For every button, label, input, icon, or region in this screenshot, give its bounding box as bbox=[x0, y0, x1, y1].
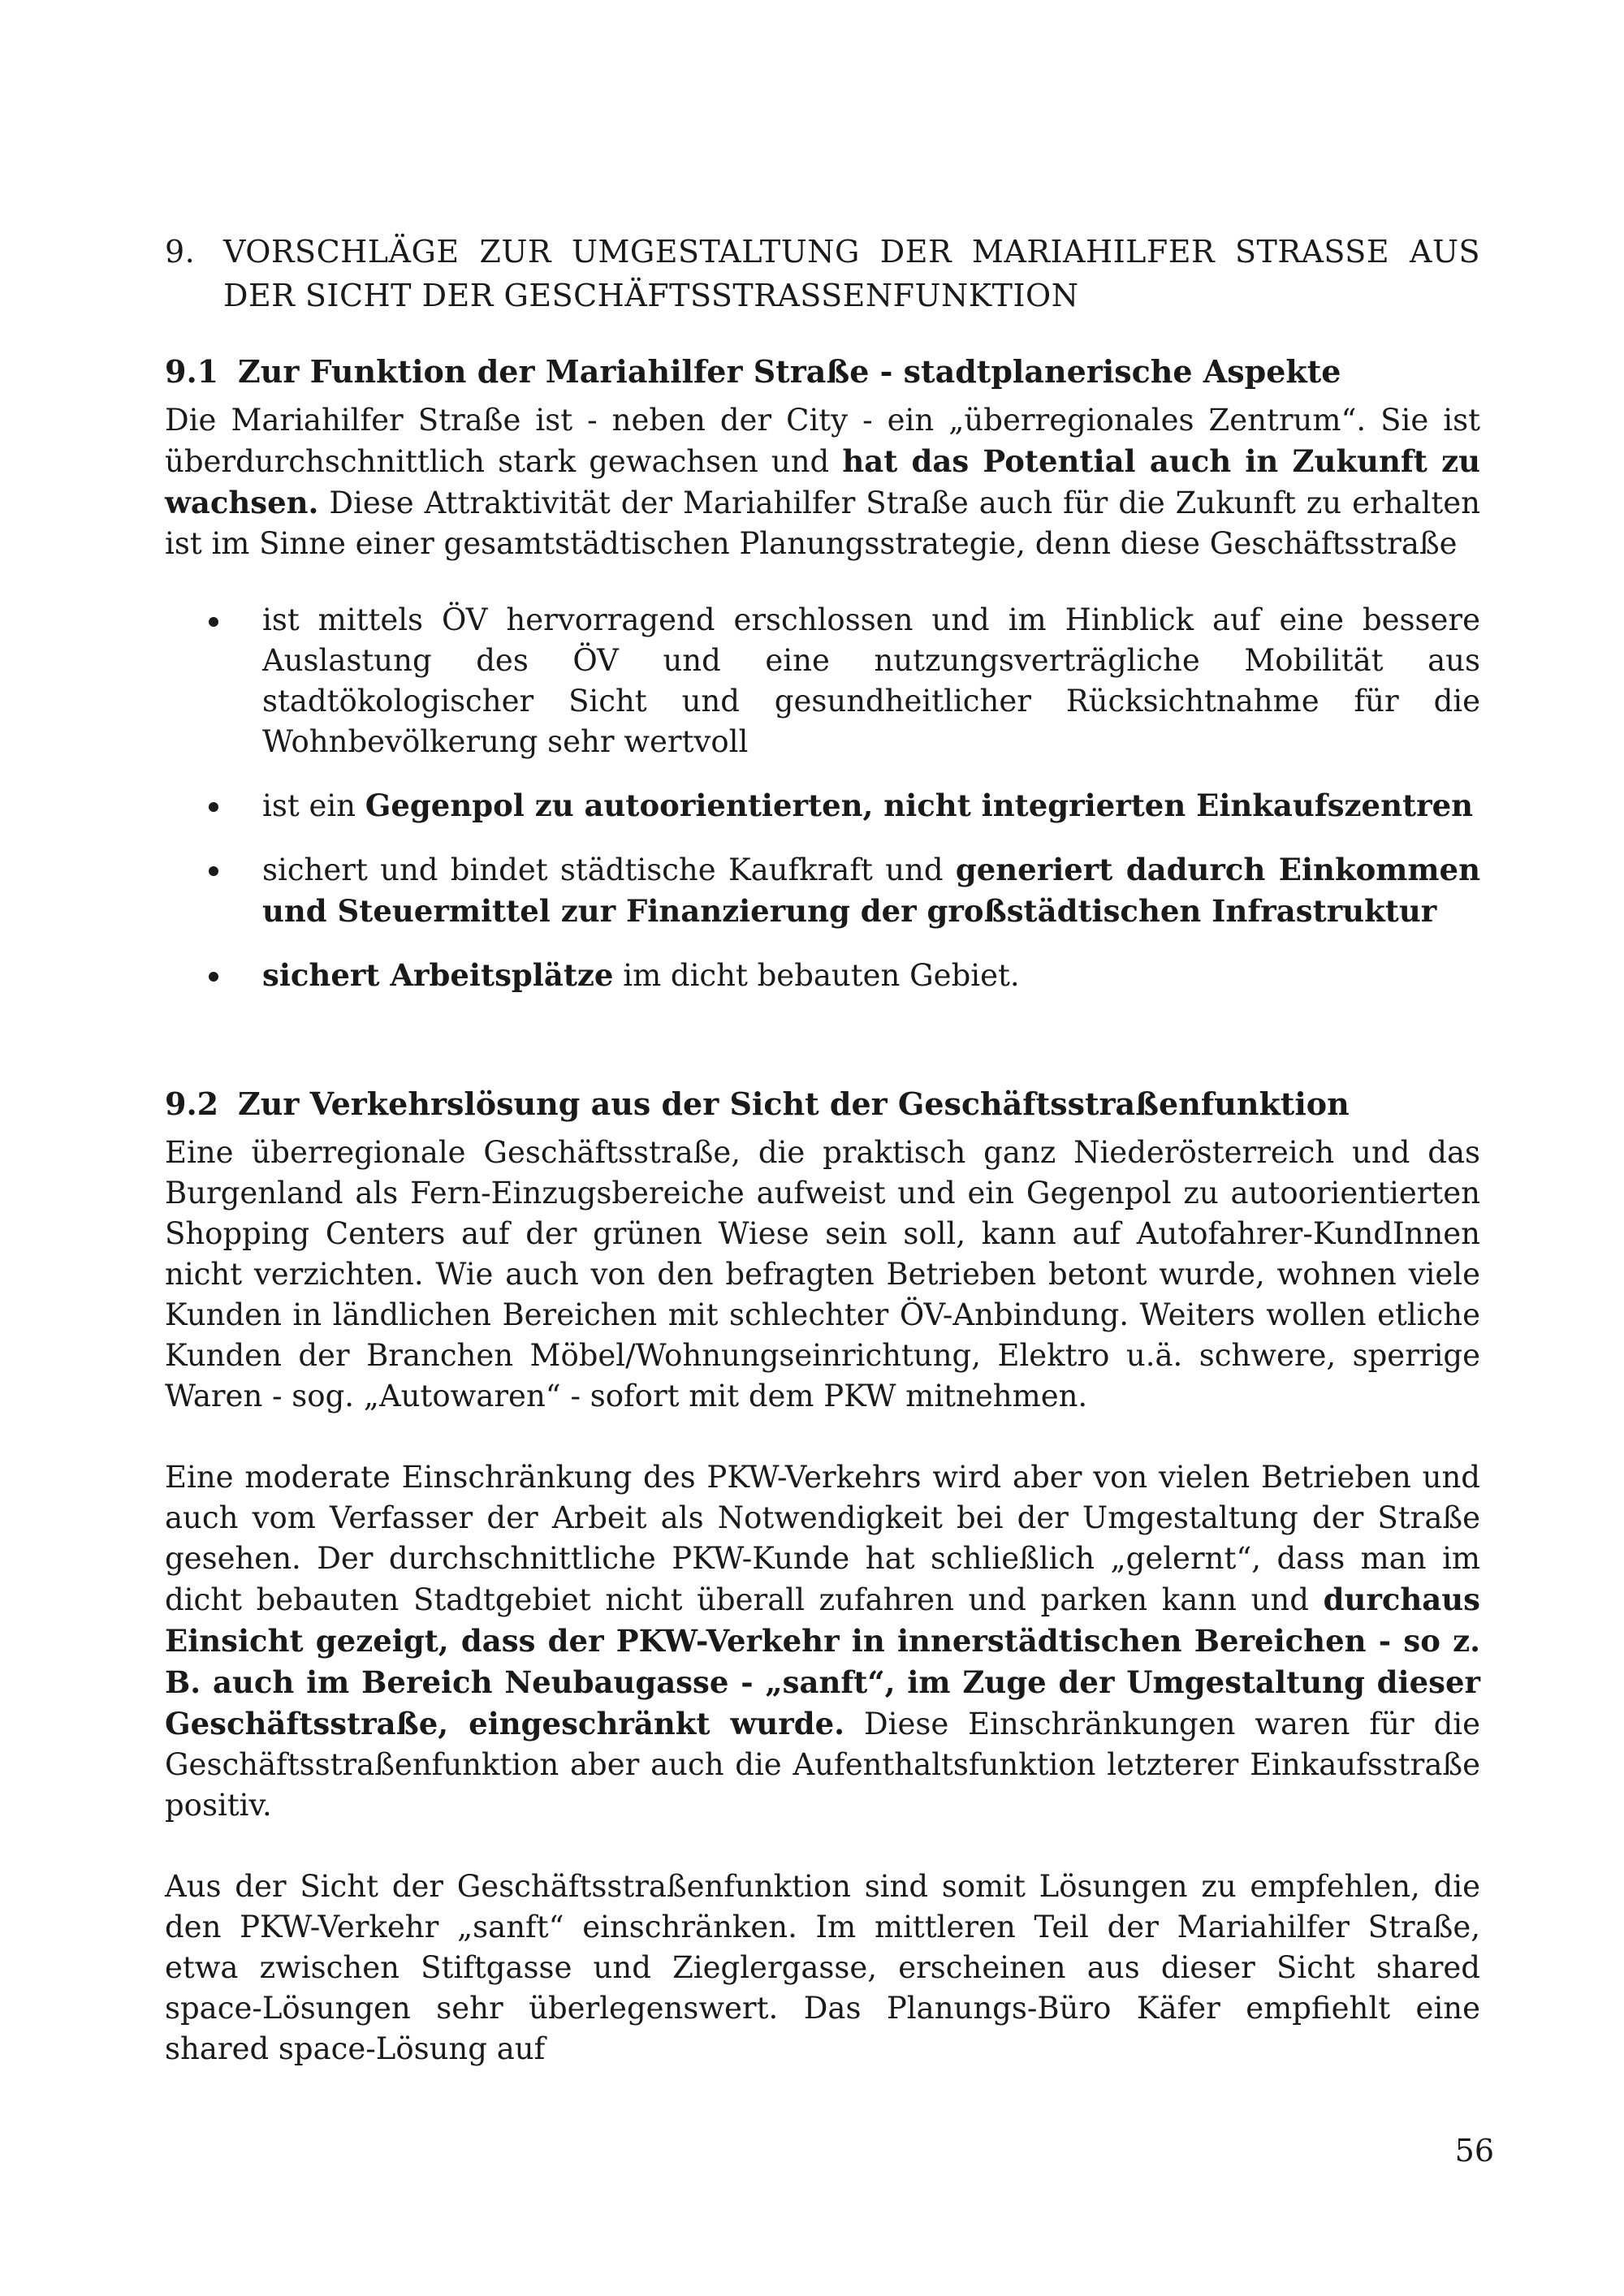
section-title: Zur Verkehrslösung aus der Sicht der Geschäftsstraßenfunktion bbox=[238, 1085, 1350, 1122]
chapter-heading bbox=[165, 230, 1480, 317]
page-number: 56 bbox=[1454, 2133, 1494, 2169]
list-item bbox=[165, 849, 1480, 932]
bullet-icon bbox=[209, 866, 218, 876]
text-run: sichert und bindet städtische Kaufkraft und bbox=[262, 852, 956, 887]
bold-text-run: generiert dadurch Einkommen und Steuermittel zur Finanzierung der großstädtischen Infrastruktur bbox=[262, 852, 1480, 929]
text-run: ist mittels ÖV hervorragend erschlossen und im Hinblick auf eine bessere Auslastung des ÖV und eine nutzungsverträgliche Mobilität aus stadtökologischer Sicht und gesundheitlicher Rücksichtnahme für die Wohnbevölkerung sehr wertvoll bbox=[262, 602, 1480, 759]
page-content bbox=[165, 230, 1480, 2069]
text-run: ist ein bbox=[262, 788, 365, 823]
text-run: Die Mariahilfer Straße ist - neben der City - ein „überregionales Zentrum“. Sie ist überdurchschnittlich stark gewachsen und bbox=[165, 403, 1480, 479]
bold-text-run: durchaus Einsicht gezeigt, dass der PKW-Verkehr in innerstädtischen Bereichen - so z. B. auch im Bereich Neubaugasse - „sanft“, im Zuge der Umgestaltung dieser Geschäftsstraße, eingeschränkt wurde. bbox=[165, 1582, 1480, 1741]
paragraph: Eine überregionale Geschäftsstraße, die praktisch ganz Niederösterreich und das Burgenland als Fern-Einzugsbereiche aufweist und ein Gegenpol zu autoorientierten Shopping Centers auf der grünen Wiese sein soll, kann auf Autofahrer-KundInnen nicht verzichten. Wie auch von den befragten Betrieben betont wurde, wohnen viele Kunden in ländlichen Bereichen mit schlechter ÖV-Anbindung. Weiters wollen etliche Kunden der Branchen Möbel/Wohnungseinrichtung, Elektro u.ä. schwere, sperrige Waren - sog. „Autowaren“ - sofort mit dem PKW mitnehmen. bbox=[165, 1135, 1480, 1413]
section-1-intro-paragraph bbox=[165, 400, 1480, 564]
bullet-list bbox=[165, 600, 1480, 996]
paragraph bbox=[165, 1457, 1480, 1826]
text-run: Diese Attraktivität der Mariahilfer Straße auch für die Zukunft zu erhalten ist im Sinne einer gesamtstädtischen Planungsstrategie, denn diese Geschäftsstraße bbox=[165, 486, 1480, 561]
text-run: im dicht bebauten Gebiet. bbox=[613, 958, 1020, 993]
section-number: 9.1 bbox=[165, 353, 219, 390]
bold-text-run: hat das Potential auch in Zukunft zu wachsen. bbox=[165, 443, 1480, 520]
paragraph: Aus der Sicht der Geschäftsstraßenfunktion sind somit Lösungen zu empfehlen, die den PKW-Verkehr „sanft“ einschränken. Im mittleren Teil der Mariahilfer Straße, etwa zwischen Stiftgasse und Zieglergasse, erscheinen aus dieser Sicht shared space-Lösungen sehr überlegenswert. Das Planungs-Büro Käfer empfiehlt eine shared space-Lösung auf bbox=[165, 1869, 1480, 2066]
chapter-number: 9. bbox=[165, 234, 196, 270]
chapter-title: VORSCHLÄGE ZUR UMGESTALTUNG DER MARIAHILFER STRASSE AUS DER SICHT DER GESCHÄFTSSTRASSENFUNKTION bbox=[223, 234, 1480, 313]
section-heading-9-1 bbox=[165, 350, 1480, 394]
list-item bbox=[165, 955, 1480, 996]
section-number: 9.2 bbox=[165, 1085, 219, 1122]
list-item bbox=[165, 785, 1480, 826]
bold-text-run: Gegenpol zu autoorientierten, nicht integrierten Einkaufszentren bbox=[365, 788, 1474, 823]
section-title: Zur Funktion der Mariahilfer Straße - stadtplanerische Aspekte bbox=[238, 353, 1341, 390]
bullet-icon bbox=[209, 802, 218, 812]
list-item bbox=[165, 600, 1480, 762]
bold-text-run: sichert Arbeitsplätze bbox=[262, 957, 614, 993]
bullet-icon bbox=[209, 972, 218, 982]
section-9-2 bbox=[165, 1082, 1480, 2069]
text-run: Diese Einschränkungen waren für die Geschäftsstraßenfunktion aber auch die Aufenthaltsfunktion letzterer Einkaufsstraße positiv. bbox=[165, 1707, 1480, 1823]
bullet-icon bbox=[209, 617, 218, 627]
text-run: Eine moderate Einschränkung des PKW-Verkehrs wird aber von vielen Betrieben und auch vom Verfasser der Arbeit als Notwendigkeit bei der Umgestaltung der Straße gesehen. Der durchschnittliche PKW-Kunde hat schließlich „gelernt“, dass man im dicht bebauten Stadtgebiet nicht überall zufahren und parken kann und bbox=[165, 1460, 1480, 1617]
section-heading-9-2 bbox=[165, 1082, 1480, 1126]
